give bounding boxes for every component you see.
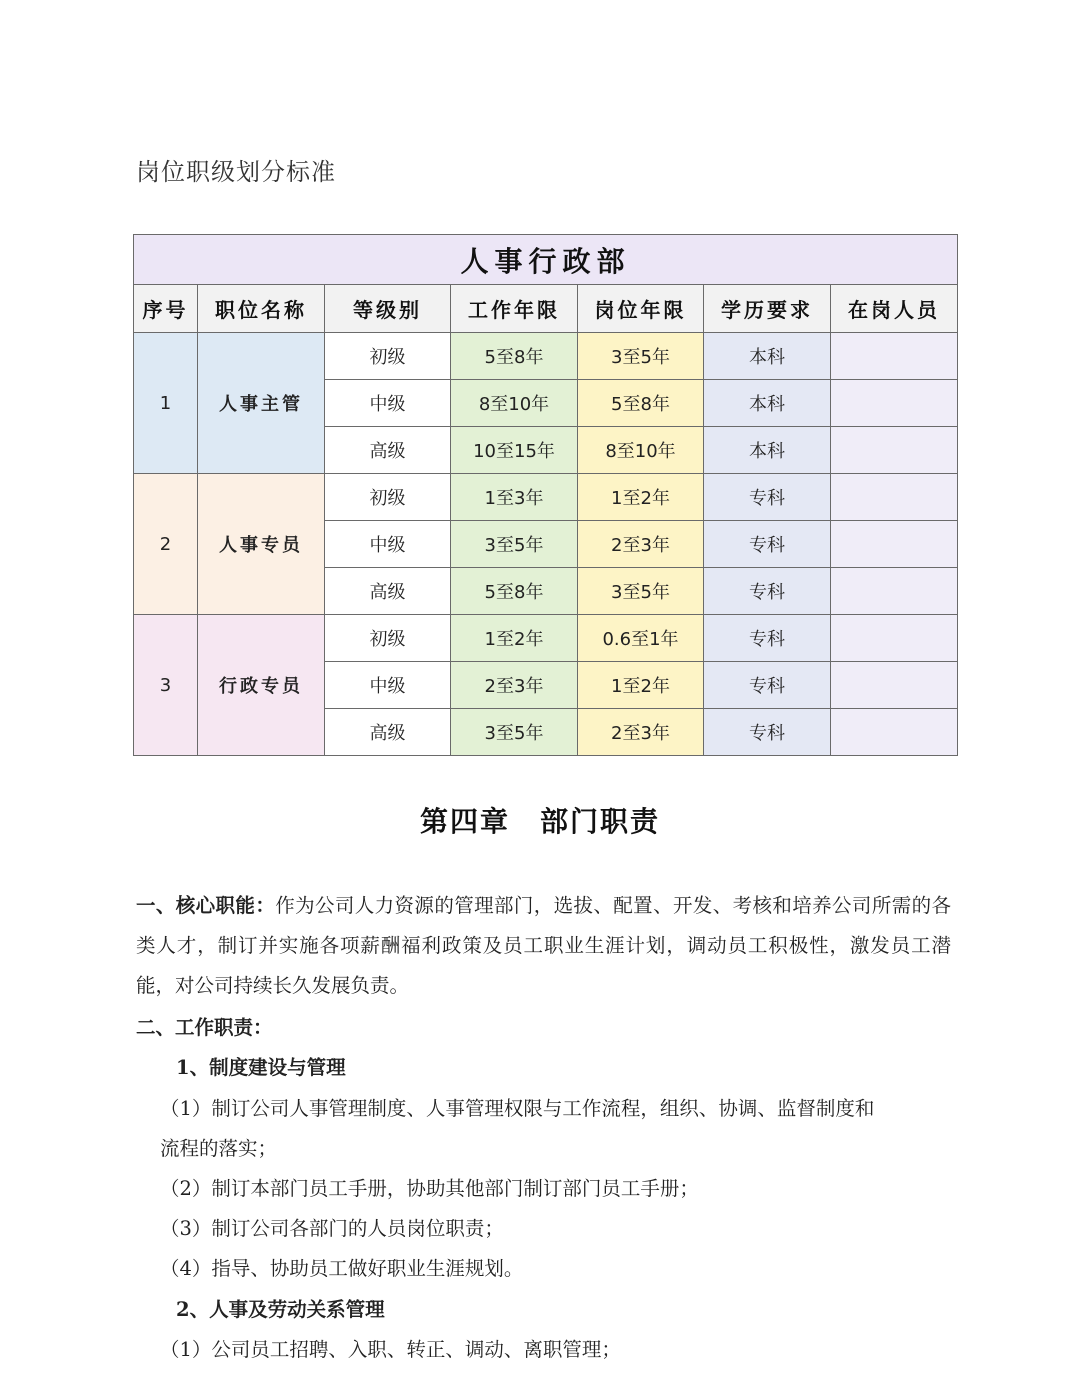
level-cell: 高级: [325, 709, 451, 756]
col-header-position: 职位名称: [198, 285, 325, 333]
education-cell: 专科: [704, 662, 831, 709]
education-cell: 本科: [704, 427, 831, 474]
table-row: [134, 333, 958, 380]
post-years-cell: 1至2年: [578, 662, 704, 709]
col-header-education: 学历要求: [704, 285, 831, 333]
document-title: 岗位职级划分标准: [136, 158, 336, 186]
work-years-cell: 3至5年: [451, 709, 578, 756]
section-1-item: 流程的落实；: [160, 1137, 278, 1160]
job-grade-table: [133, 234, 958, 756]
level-cell: 中级: [325, 662, 451, 709]
level-cell: 初级: [325, 333, 451, 380]
group-index: 3: [134, 615, 198, 756]
staff-cell: [831, 709, 958, 756]
education-cell: 专科: [704, 568, 831, 615]
section-1-item: （3）制订公司各部门的人员岗位职责；: [160, 1217, 504, 1240]
education-cell: 本科: [704, 333, 831, 380]
level-cell: 初级: [325, 474, 451, 521]
chapter-title: 第四章 部门职责: [419, 805, 660, 838]
post-years-cell: 2至3年: [578, 709, 704, 756]
education-cell: 专科: [704, 521, 831, 568]
post-years-cell: 0.6至1年: [578, 615, 704, 662]
level-cell: 中级: [325, 380, 451, 427]
level-cell: 中级: [325, 521, 451, 568]
staff-cell: [831, 662, 958, 709]
core-function-label: 一、核心职能：: [136, 894, 276, 917]
work-years-cell: 10至15年: [451, 427, 578, 474]
core-function-paragraph: [136, 886, 951, 1006]
section-1-item: （2）制订本部门员工手册，协助其他部门制订部门员工手册；: [160, 1177, 699, 1200]
education-cell: 专科: [704, 615, 831, 662]
work-years-cell: 5至8年: [451, 333, 578, 380]
post-years-cell: 5至8年: [578, 380, 704, 427]
section-2-title: 2、人事及劳动关系管理: [176, 1298, 385, 1321]
col-header-post-years: 岗位年限: [578, 285, 704, 333]
position-name: 人事专员: [198, 474, 325, 615]
col-header-index: 序号: [134, 285, 198, 333]
section-2-item: （1）公司员工招聘、入职、转正、调动、离职管理；: [160, 1338, 621, 1361]
col-header-level: 等级别: [325, 285, 451, 333]
col-header-work-years: 工作年限: [451, 285, 578, 333]
work-years-cell: 2至3年: [451, 662, 578, 709]
section-1-item: （1）制订公司人事管理制度、人事管理权限与工作流程，组织、协调、监督制度和: [160, 1097, 875, 1120]
position-name: 人事主管: [198, 333, 325, 474]
staff-cell: [831, 474, 958, 521]
work-years-cell: 1至2年: [451, 615, 578, 662]
staff-cell: [831, 568, 958, 615]
post-years-cell: 3至5年: [578, 568, 704, 615]
post-years-cell: 8至10年: [578, 427, 704, 474]
staff-cell: [831, 380, 958, 427]
post-years-cell: 3至5年: [578, 333, 704, 380]
level-cell: 高级: [325, 568, 451, 615]
staff-cell: [831, 521, 958, 568]
table-header-row: [134, 285, 958, 333]
post-years-cell: 2至3年: [578, 521, 704, 568]
section-1-item: （4）指导、协助员工做好职业生涯规划。: [160, 1257, 524, 1280]
col-header-staff: 在岗人员: [831, 285, 958, 333]
table-row: [134, 474, 958, 521]
level-cell: 高级: [325, 427, 451, 474]
work-years-cell: 5至8年: [451, 568, 578, 615]
core-function-text: 作为公司人力资源的管理部门，选拔、配置、开发、考核和培养公司所需的各类人才，制订并实施各项薪酬福利政策及员工职业生涯计划，调动员工积极性，激发员工潜能，对公司持续长久发展负责。: [136, 894, 951, 997]
education-cell: 本科: [704, 380, 831, 427]
post-years-cell: 1至2年: [578, 474, 704, 521]
duties-heading: 二、工作职责：: [136, 1016, 273, 1039]
staff-cell: [831, 333, 958, 380]
staff-cell: [831, 427, 958, 474]
position-name: 行政专员: [198, 615, 325, 756]
education-cell: 专科: [704, 709, 831, 756]
work-years-cell: 1至3年: [451, 474, 578, 521]
work-years-cell: 3至5年: [451, 521, 578, 568]
group-index: 1: [134, 333, 198, 474]
work-years-cell: 8至10年: [451, 380, 578, 427]
group-index: 2: [134, 474, 198, 615]
education-cell: 专科: [704, 474, 831, 521]
department-title: 人事行政部: [134, 235, 958, 285]
level-cell: 初级: [325, 615, 451, 662]
table-row: [134, 615, 958, 662]
staff-cell: [831, 615, 958, 662]
section-1-title: 1、制度建设与管理: [176, 1056, 346, 1079]
